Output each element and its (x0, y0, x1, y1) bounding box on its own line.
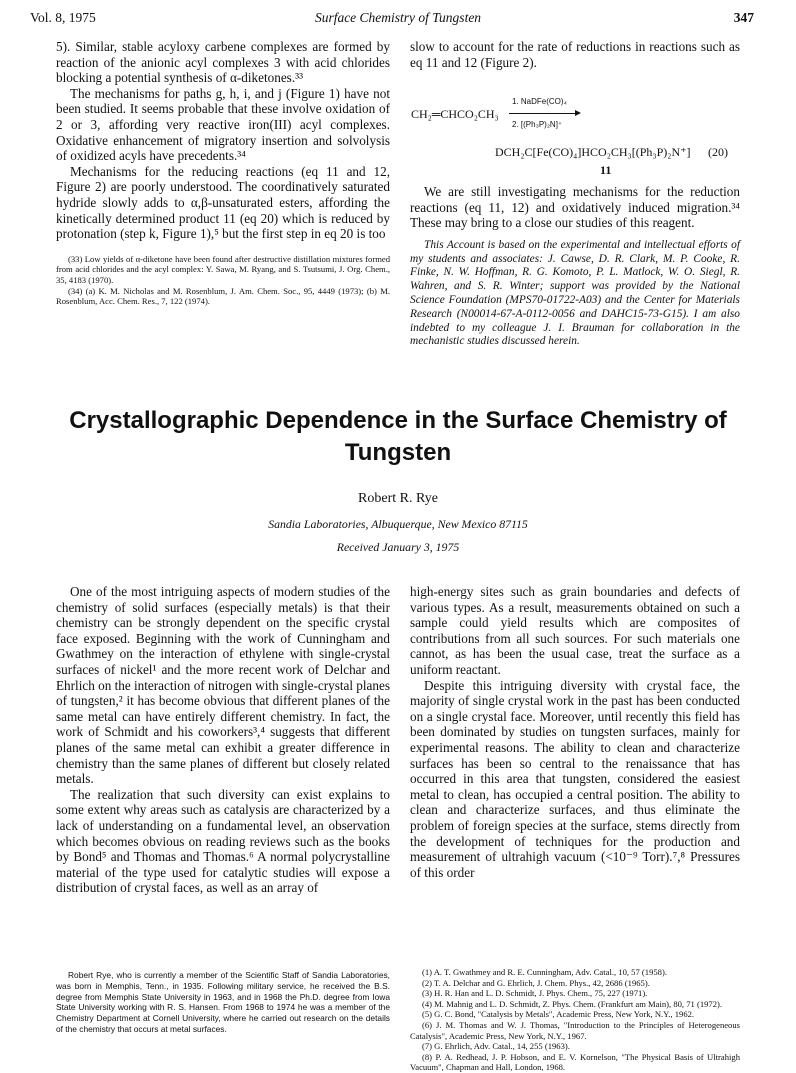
author-bio-text: Robert Rye, who is currently a member of the Scientific Staff of Sandia Laboratories, was born in Memphis, Tenn., in 1935. Following military service, he received the B.S. degree from Memphis State University in 1963, and in 1968 the Ph.D. degree from Iowa State University working with R. S. Hansen. From 1968 to 1974 he was a member of the Chemistry Department at Cornell University, where he carried out research on the details of the chemistry that occurs at metal surfaces. (56, 970, 390, 1034)
acknowledgement: This Account is based on the experimental and intellectual efforts of my students and associates: J. Cawse, D. R. Clark, M. P. Cooke, R. Finke, N. W. Hoffman, R. G. Komoto, P. L. Matlock, W. O. Siegl, R. Wahren, and S. R. Winter; support was provided by the National Science Foundation (MPS70-01722-A03) and the Center for Materials Research (N00014-67-A-0112-0056 and DAHC15-73-G15). I am also indebted to my colleague J. I. Brauman for collaboration in the mechanistic studies discussed herein. (410, 238, 740, 348)
reference-item: (5) G. C. Bond, "Catalysis by Metals", Academic Press, New York, N.Y., 1962. (422, 1009, 695, 1020)
reference-item: (6) J. M. Thomas and W. J. Thomas, "Introduction to the Principles of Heterogeneous Catalysis", Academic Press, New York, N.Y., 1967. (410, 1019, 740, 1041)
equation-number: (20) (708, 145, 728, 159)
reaction-reagent-2: 2. [(Ph₃P)₂N]⁺ (512, 120, 563, 129)
article-title-line: Tungsten (344, 439, 452, 466)
arrowhead-icon (575, 110, 581, 116)
footnote: (33) Low yields of α-diketone have been found after destructive distillation mixtures formed from acid chlorides and the acyl complex: Y. Sawa, M. Ryang, and S. Tsutsumi, J. Org. Chem., 35, 4183 (1970). (56, 253, 390, 285)
reaction-product: DCH₂C[Fe(CO)₄]HCO₂CH₃[(Ph₃P)₂N⁺] (495, 145, 691, 159)
reference-item: (7) G. Ehrlich, Adv. Catal., 14, 255 (1963). (422, 1041, 570, 1052)
prev-paragraph: 5). Similar, stable acyloxy carbene complexes are formed by reaction of the anionic acyl complexes 3 with acid chlorides blocking a potential synthesis of α-diketones.³³ (56, 39, 390, 86)
article-left-column (56, 584, 390, 896)
reference-item: (2) T. A. Delchar and G. Ehrlich, J. Chem. Phys., 42, 2686 (1965). (422, 977, 650, 988)
reaction-reactant: CH₂═CHCO₂CH₃ (411, 107, 499, 121)
body-paragraph: One of the most intriguing aspects of modern studies of the chemistry of solid surfaces (especially metals) is that their chemistry can be strongly dependent on the specific crystal face exposed. Beginning with the work of Cunningham and Gwathmey on the interaction of ethylene with single-crystal surfaces of nickel¹ and the more recent work of Delchar and Ehrlich on the interaction of nitrogen with single-crystal planes of tungsten,² it has become obvious that different planes of the same metal can have entirely different chemistry. In fact, the work of Schmidt and his coworkers³,⁴ suggests that different planes of the same metal can exhibit a greater difference in chemistry than the same planes of different but closely related metals. (56, 584, 390, 787)
article-title-line: Crystallographic Dependence in the Surface Chemistry of (69, 407, 727, 434)
prev-right-intro: slow to account for the rate of reductions in reactions such as eq 11 and 12 (Figure 2). (410, 39, 740, 70)
footnote: (34) (a) K. M. Nicholas and M. Rosenblum, J. Am. Chem. Soc., 95, 4449 (1973); (b) M. Rosenblum, Acc. Chem. Res., 7, 122 (1974). (56, 285, 390, 307)
references-list (410, 967, 740, 1073)
author-bio (56, 970, 390, 1035)
prev-article-left-column (56, 39, 390, 307)
page-number: 347 (733, 10, 754, 25)
compound-number: 11 (600, 163, 612, 177)
prev-paragraph: Mechanisms for the reducing reactions (eq 11 and 12, Figure 2) are poorly understood. The coordinatively saturated hydride slowly adds to α,β-unsaturated esters, affording the kinetically determined product 11 (eq 20) which is reduced by protonation (step k, Figure 1),⁵ but the first step in eq 20 is too (56, 163, 390, 242)
prev-article-right-column (410, 39, 740, 70)
reaction-reagent-1: 1. NaDFe(CO)₄ (512, 97, 567, 106)
article-title (40, 405, 756, 469)
prev-article-right-column-cont (410, 184, 740, 349)
journal-volume: Vol. 8, 1975 (30, 10, 96, 25)
received-date: Received January 3, 1975 (336, 540, 460, 554)
article-right-column (410, 584, 740, 880)
prev-footnotes (56, 254, 390, 307)
body-paragraph: Despite this intriguing diversity with crystal face, the majority of single crystal work in the past has been conducted on a single crystal face. Moreover, until recently this field has been dominated by studies on tungsten surfaces, mainly for experimental reasons. The ability to clean and characterize surfaces has been so central to the renaissance that has occurred in this area that tungsten, considered the easiest metal to clean, has occupied a central position. The ability to clean and characterize surfaces, and thus eliminate the problem of foreign species at the surface, stems directly from the development of techniques for the production and measurement of ultrahigh vacuum (<10⁻⁹ Torr).⁷,⁸ Pressures of this order (410, 677, 740, 880)
reference-item: (1) A. T. Gwathmey and R. E. Cunningham, Adv. Catal., 10, 57 (1958). (422, 967, 667, 977)
author-name: Robert R. Rye (358, 491, 438, 506)
reference-item: (4) M. Mahnig and L. D. Schmidt, Z. Phys. Chem. (Frankfurt am Main), 80, 71 (1972). (422, 998, 723, 1009)
body-paragraph: The realization that such diversity can exist explains to some extent why areas such as catalysis are characterized by a lack of understanding on a fundamental level, an observation which becomes obvious on reading reviews such as the books by Bond⁵ and Thomas and Thomas.⁶ A normal polycrystalline material of the type used for catalytic studies will expose a distribution of crystal faces, as well as an array of (56, 786, 390, 896)
reference-item: (3) H. R. Han and L. D. Schmidt, J. Phys. Chem., 75, 227 (1971). (422, 988, 648, 999)
reference-item: (8) P. A. Redhead, J. P. Hobson, and E. V. Kornelson, "The Physical Basis of Ultrahigh Vacuum", Chapman and Hall, London, 1968. (410, 1051, 740, 1073)
prev-right-paragraph: We are still investigating mechanisms for the reduction reactions (eq 11, 12) and oxidatively induced migration.³⁴ These may bring to a close our studies of this reagent. (410, 184, 740, 231)
running-header (0, 10, 796, 30)
reaction-arrow (509, 113, 577, 114)
prev-paragraph: The mechanisms for paths g, h, i, and j (Figure 1) have not been studied. It seems probable that these involve oxidation of 2 or 3, affording very reactive iron(III) acyl complexes. Oxidative enhancement of migratory insertion and solvolysis of oxidized acyls have precedents.³⁴ (56, 85, 390, 164)
running-title: Surface Chemistry of Tungsten (314, 10, 482, 25)
author-affiliation: Sandia Laboratories, Albuquerque, New Mexico 87115 (268, 517, 528, 531)
body-paragraph: high-energy sites such as grain boundaries and defects of various types. As a result, measurements obtained on such a sample could yield results which are composites of contributions from all such sources. For such materials one cannot, as has been the usual case, treat the surface as a uniform reactant. (410, 584, 740, 677)
